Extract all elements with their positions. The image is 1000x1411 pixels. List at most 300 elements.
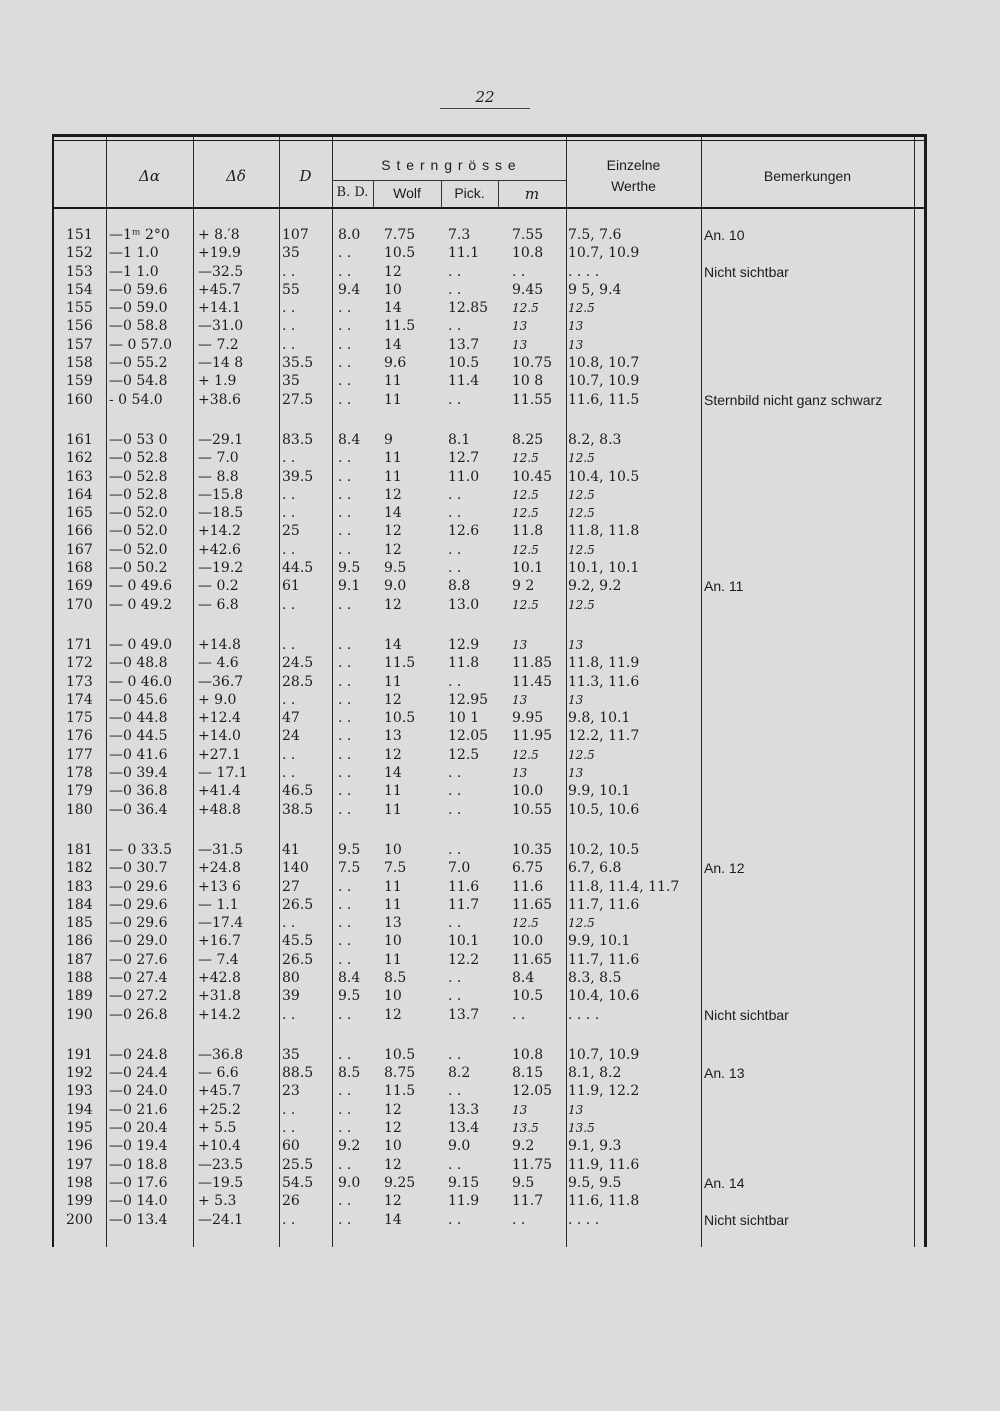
cell-star-number: 162 (66, 450, 93, 467)
cell-mag-pick: 11.0 (448, 468, 480, 485)
cell-star-number: 166 (66, 523, 93, 540)
cell-delta-alpha: —0 29.6 (109, 915, 168, 932)
cell-star-number: 195 (66, 1120, 93, 1137)
cell-einzelne-werthe: . . . . (568, 1006, 600, 1023)
cell-delta-delta: + 5.3 (198, 1193, 237, 1210)
cell-delta-delta: —15.8 (198, 486, 244, 503)
cell-mag-bd: . . (338, 801, 352, 818)
cell-mag-pick: 12.95 (448, 691, 489, 708)
cell-star-number: 156 (66, 318, 93, 335)
table-row (54, 559, 924, 577)
cell-delta-alpha: —1ᵐ 2°0 (109, 227, 170, 243)
cell-delta-delta: +19.9 (198, 245, 241, 262)
cell-mag-bd: . . (338, 355, 352, 372)
cell-star-number: 178 (66, 765, 93, 782)
cell-star-number: 200 (66, 1211, 93, 1228)
cell-star-number: 193 (66, 1083, 93, 1100)
table-row (54, 969, 924, 987)
header-pick: Pick. (454, 185, 485, 201)
cell-bemerkung: An. 13 (704, 1065, 745, 1082)
table-row (54, 263, 924, 281)
cell-einzelne-werthe: 9.9, 10.1 (568, 783, 631, 800)
cell-mag-bd: 8.5 (338, 1065, 361, 1082)
cell-mag-wolf: 10 (384, 841, 402, 858)
cell-einzelne-werthe: 9.1, 9.3 (568, 1138, 622, 1155)
cell-mag-bd: 9.2 (338, 1138, 361, 1155)
cell-delta-delta: —14 8 (198, 355, 244, 372)
cell-star-number: 152 (66, 245, 93, 262)
cell-mag-pick: 11.9 (448, 1193, 480, 1210)
cell-delta-delta: +13 6 (198, 878, 241, 895)
cell-mag-m: 11.75 (512, 1156, 553, 1173)
cell-mag-wolf: 8.75 (384, 1065, 416, 1082)
cell-star-number: 165 (66, 505, 93, 522)
cell-delta-alpha: —0 52.0 (109, 523, 168, 540)
cell-mag-m: 9.95 (512, 710, 544, 727)
cell-mag-m: 12.05 (512, 1083, 553, 1100)
cell-delta-delta: +45.7 (198, 281, 241, 298)
cell-bemerkung: An. 10 (704, 227, 745, 243)
cell-mag-wolf: 10 (384, 988, 402, 1005)
cell-mag-wolf: 12 (384, 746, 402, 763)
cell-delta-alpha: —0 36.4 (109, 801, 168, 818)
cell-delta-delta: —32.5 (198, 263, 244, 280)
table-row (54, 859, 924, 877)
cell-einzelne-werthe: 12.5 (568, 542, 595, 557)
cell-distance-D: 38.5 (282, 801, 314, 818)
cell-star-number: 154 (66, 281, 93, 298)
cell-mag-bd: 9.5 (338, 841, 361, 858)
cell-einzelne-werthe: 9 5, 9.4 (568, 281, 622, 298)
cell-distance-D: 25 (282, 523, 300, 540)
cell-mag-m: 12.5 (512, 506, 539, 521)
cell-einzelne-werthe: 11.8, 11.9 (568, 655, 640, 672)
cell-mag-wolf: 14 (384, 300, 402, 317)
cell-star-number: 164 (66, 486, 93, 503)
cell-mag-m: 7.55 (512, 227, 544, 243)
cell-star-number: 161 (66, 431, 93, 448)
cell-mag-pick: 13.4 (448, 1120, 480, 1137)
cell-mag-wolf: 12 (384, 1101, 402, 1118)
cell-distance-D: . . (282, 336, 296, 353)
cell-bemerkung: An. 14 (704, 1174, 745, 1191)
cell-mag-wolf: 11 (384, 783, 402, 800)
cell-delta-alpha: — 0 49.6 (109, 578, 172, 595)
header-bemerkungen: Bemerkungen (763, 168, 852, 184)
cell-delta-delta: + 1.9 (198, 373, 237, 390)
cell-einzelne-werthe: 13 (568, 319, 584, 334)
cell-mag-pick: . . (448, 1083, 462, 1100)
cell-einzelne-werthe: 11.9, 12.2 (568, 1083, 640, 1100)
cell-delta-delta: +12.4 (198, 710, 241, 727)
table-row (54, 801, 924, 819)
cell-bemerkung: Sternbild nicht ganz schwarz (704, 391, 883, 408)
table-row (54, 486, 924, 504)
cell-distance-D: 55 (282, 281, 300, 298)
cell-star-number: 168 (66, 560, 93, 577)
cell-mag-wolf: 12 (384, 263, 402, 280)
cell-einzelne-werthe: 10.4, 10.6 (568, 988, 640, 1005)
cell-mag-m: 13 (512, 1102, 528, 1117)
cell-delta-alpha: —0 29.6 (109, 878, 168, 895)
cell-mag-wolf: 11 (384, 391, 402, 408)
cell-delta-delta: —19.2 (198, 560, 244, 577)
cell-mag-m: 12.5 (512, 301, 539, 316)
cell-delta-alpha: —1 1.0 (109, 245, 159, 262)
cell-mag-wolf: 12 (384, 596, 402, 613)
cell-delta-delta: —23.5 (198, 1156, 244, 1173)
cell-distance-D: 107 (282, 227, 309, 243)
cell-delta-alpha: —0 24.0 (109, 1083, 168, 1100)
cell-mag-bd: . . (338, 636, 352, 653)
cell-mag-m: 13 (512, 766, 528, 781)
cell-star-number: 179 (66, 783, 93, 800)
cell-mag-pick: 10.5 (448, 355, 480, 372)
cell-delta-delta: —36.7 (198, 673, 244, 690)
table-row (54, 1174, 924, 1192)
table-row (54, 1192, 924, 1210)
cell-mag-bd: 7.5 (338, 860, 361, 877)
cell-delta-alpha: —0 20.4 (109, 1120, 168, 1137)
cell-einzelne-werthe: 9.8, 10.1 (568, 710, 631, 727)
cell-mag-pick: . . (448, 541, 462, 558)
cell-mag-bd: . . (338, 541, 352, 558)
cell-mag-pick: . . (448, 765, 462, 782)
cell-mag-bd: . . (338, 263, 352, 280)
header-rule (54, 207, 924, 209)
cell-distance-D: . . (282, 1101, 296, 1118)
cell-einzelne-werthe: 12.5 (568, 506, 595, 521)
cell-mag-bd: . . (338, 691, 352, 708)
cell-delta-delta: +38.6 (198, 391, 241, 408)
cell-mag-bd: . . (338, 655, 352, 672)
table-row (54, 431, 924, 449)
cell-distance-D: 83.5 (282, 431, 314, 448)
cell-einzelne-werthe: . . . . (568, 263, 600, 280)
cell-mag-bd: . . (338, 765, 352, 782)
cell-delta-alpha: —0 52.8 (109, 468, 168, 485)
cell-mag-m: 8.15 (512, 1065, 544, 1082)
cell-mag-pick: . . (448, 391, 462, 408)
cell-mag-pick: . . (448, 1156, 462, 1173)
header-m: m (524, 185, 540, 203)
cell-star-number: 177 (66, 746, 93, 763)
cell-mag-m: 11.55 (512, 391, 553, 408)
table-row (54, 1082, 924, 1100)
cell-delta-alpha: —0 52.8 (109, 450, 168, 467)
cell-delta-alpha: —0 17.6 (109, 1174, 168, 1191)
cell-mag-pick: . . (448, 673, 462, 690)
page-number: 22 (440, 88, 530, 109)
cell-distance-D: 27 (282, 878, 300, 895)
cell-delta-alpha: —0 27.2 (109, 988, 168, 1005)
cell-einzelne-werthe: 8.3, 8.5 (568, 969, 622, 986)
table-row (54, 468, 924, 486)
cell-distance-D: . . (282, 505, 296, 522)
cell-star-number: 173 (66, 673, 93, 690)
table-row (54, 841, 924, 859)
cell-delta-alpha: —1 1.0 (109, 263, 159, 280)
cell-mag-bd: . . (338, 336, 352, 353)
cell-mag-pick: 8.1 (448, 431, 471, 448)
cell-distance-D: 80 (282, 969, 300, 986)
cell-mag-bd: . . (338, 728, 352, 745)
cell-mag-m: . . (512, 263, 526, 280)
cell-mag-m: . . (512, 1211, 526, 1228)
cell-mag-m: 12.5 (512, 487, 539, 502)
cell-star-number: 197 (66, 1156, 93, 1173)
cell-delta-alpha: —0 59.0 (109, 300, 168, 317)
cell-mag-pick: . . (448, 486, 462, 503)
table-row (54, 449, 924, 467)
cell-mag-pick: 10.1 (448, 933, 480, 950)
cell-einzelne-werthe: 10.7, 10.9 (568, 373, 640, 390)
cell-distance-D: . . (282, 746, 296, 763)
cell-delta-alpha: —0 13.4 (109, 1211, 168, 1228)
header-subrule (332, 180, 566, 181)
cell-mag-m: 13 (512, 319, 528, 334)
table-row (54, 1137, 924, 1155)
cell-star-number: 187 (66, 951, 93, 968)
cell-star-number: 153 (66, 263, 93, 280)
cell-mag-wolf: 14 (384, 336, 402, 353)
cell-mag-m: 10.8 (512, 1046, 544, 1063)
cell-star-number: 194 (66, 1101, 93, 1118)
cell-delta-alpha: —0 14.0 (109, 1193, 168, 1210)
cell-delta-delta: — 7.2 (198, 336, 239, 353)
cell-delta-alpha: —0 52.8 (109, 486, 168, 503)
cell-mag-pick: 12.5 (448, 746, 480, 763)
cell-mag-bd: 8.0 (338, 227, 361, 243)
cell-star-number: 190 (66, 1006, 93, 1023)
cell-mag-m: 12.5 (512, 916, 539, 931)
cell-mag-pick: . . (448, 783, 462, 800)
cell-mag-bd: . . (338, 1120, 352, 1137)
cell-mag-pick: . . (448, 841, 462, 858)
cell-star-number: 188 (66, 969, 93, 986)
cell-einzelne-werthe: 10.2, 10.5 (568, 841, 640, 858)
table-row (54, 691, 924, 709)
cell-mag-m: 13.5 (512, 1121, 539, 1136)
table-row (54, 746, 924, 764)
table-row (54, 244, 924, 262)
cell-mag-pick: 7.0 (448, 860, 471, 877)
cell-mag-wolf: 12 (384, 1120, 402, 1137)
cell-mag-m: 10.5 (512, 988, 544, 1005)
cell-delta-alpha: — 0 49.2 (109, 596, 172, 613)
cell-star-number: 160 (66, 391, 93, 408)
table-row (54, 932, 924, 950)
cell-delta-delta: — 17.1 (198, 765, 248, 782)
cell-delta-delta: +24.8 (198, 860, 241, 877)
cell-einzelne-werthe: 13 (568, 766, 584, 781)
cell-delta-alpha: —0 36.8 (109, 783, 168, 800)
cell-mag-bd: . . (338, 468, 352, 485)
cell-mag-pick: . . (448, 1211, 462, 1228)
cell-star-number: 186 (66, 933, 93, 950)
cell-delta-delta: — 6.6 (198, 1065, 239, 1082)
cell-star-number: 199 (66, 1193, 93, 1210)
cell-distance-D: 46.5 (282, 783, 314, 800)
cell-mag-pick: 9.0 (448, 1138, 471, 1155)
cell-delta-alpha: —0 55.2 (109, 355, 168, 372)
cell-einzelne-werthe: 6.7, 6.8 (568, 860, 622, 877)
cell-mag-wolf: 9.0 (384, 578, 407, 595)
cell-mag-bd: . . (338, 710, 352, 727)
cell-mag-bd: . . (338, 951, 352, 968)
cell-mag-pick: . . (448, 263, 462, 280)
cell-mag-m: 10.75 (512, 355, 553, 372)
cell-star-number: 169 (66, 578, 93, 595)
cell-star-number: 184 (66, 896, 93, 913)
cell-einzelne-werthe: 11.6, 11.8 (568, 1193, 640, 1210)
cell-distance-D: . . (282, 541, 296, 558)
cell-mag-wolf: 14 (384, 765, 402, 782)
cell-distance-D: . . (282, 596, 296, 613)
cell-delta-alpha: —0 19.4 (109, 1138, 168, 1155)
cell-star-number: 183 (66, 878, 93, 895)
cell-mag-wolf: 12 (384, 1006, 402, 1023)
cell-mag-pick: 11.7 (448, 896, 480, 913)
table-row (54, 878, 924, 896)
cell-mag-m: 9.5 (512, 1174, 535, 1191)
cell-mag-wolf: 11 (384, 896, 402, 913)
cell-distance-D: 60 (282, 1138, 300, 1155)
cell-delta-alpha: —0 54.8 (109, 373, 168, 390)
cell-mag-pick: 13.0 (448, 596, 480, 613)
cell-mag-bd: . . (338, 1006, 352, 1023)
cell-distance-D: . . (282, 915, 296, 932)
cell-mag-pick: 11.4 (448, 373, 480, 390)
cell-einzelne-werthe: 12.5 (568, 916, 595, 931)
table-row (54, 636, 924, 654)
cell-mag-pick: 10 1 (448, 710, 480, 727)
cell-distance-D: 25.5 (282, 1156, 314, 1173)
cell-mag-m: 11.6 (512, 878, 544, 895)
cell-mag-pick: 12.6 (448, 523, 480, 540)
cell-mag-pick: 11.1 (448, 245, 480, 262)
cell-delta-delta: + 5.5 (198, 1120, 237, 1137)
cell-mag-bd: . . (338, 373, 352, 390)
cell-star-number: 174 (66, 691, 93, 708)
cell-delta-delta: +27.1 (198, 746, 241, 763)
cell-delta-delta: —18.5 (198, 505, 244, 522)
cell-mag-bd: . . (338, 505, 352, 522)
cell-mag-m: 10.0 (512, 783, 544, 800)
cell-einzelne-werthe: 10.4, 10.5 (568, 468, 640, 485)
cell-delta-alpha: —0 39.4 (109, 765, 168, 782)
cell-delta-delta: +14.0 (198, 728, 241, 745)
cell-delta-alpha: — 0 46.0 (109, 673, 172, 690)
cell-star-number: 198 (66, 1174, 93, 1191)
cell-einzelne-werthe: . . . . (568, 1211, 600, 1228)
cell-delta-delta: + 8.′8 (198, 227, 240, 243)
cell-mag-pick: 12.05 (448, 728, 489, 745)
cell-mag-pick: 13.7 (448, 336, 480, 353)
cell-delta-delta: +25.2 (198, 1101, 241, 1118)
cell-distance-D: 47 (282, 710, 300, 727)
cell-star-number: 196 (66, 1138, 93, 1155)
cell-mag-bd: . . (338, 878, 352, 895)
cell-mag-m: 11.65 (512, 951, 553, 968)
cell-delta-delta: — 1.1 (198, 896, 239, 913)
cell-mag-bd: 9.5 (338, 988, 361, 1005)
cell-delta-alpha: —0 50.2 (109, 560, 168, 577)
cell-mag-m: . . (512, 1006, 526, 1023)
table-row (54, 372, 924, 390)
cell-distance-D: 61 (282, 578, 300, 595)
cell-distance-D: . . (282, 691, 296, 708)
table-row (54, 596, 924, 614)
cell-einzelne-werthe: 13 (568, 337, 584, 352)
cell-distance-D: 39.5 (282, 468, 314, 485)
cell-delta-delta: —17.4 (198, 915, 244, 932)
cell-star-number: 171 (66, 636, 93, 653)
cell-delta-delta: — 0.2 (198, 578, 239, 595)
cell-mag-wolf: 11 (384, 468, 402, 485)
cell-mag-bd: . . (338, 746, 352, 763)
cell-delta-alpha: —0 27.6 (109, 951, 168, 968)
cell-einzelne-werthe: 8.1, 8.2 (568, 1065, 622, 1082)
cell-delta-delta: — 7.0 (198, 450, 239, 467)
cell-mag-bd: . . (338, 523, 352, 540)
cell-mag-pick: 13.3 (448, 1101, 480, 1118)
cell-mag-m: 12.5 (512, 451, 539, 466)
header-delta-alpha: Δα (139, 167, 160, 185)
table-row (54, 1101, 924, 1119)
cell-distance-D: . . (282, 765, 296, 782)
cell-mag-wolf: 14 (384, 636, 402, 653)
cell-mag-pick: 8.8 (448, 578, 471, 595)
cell-delta-alpha: —0 24.8 (109, 1046, 168, 1063)
cell-delta-delta: + 9.0 (198, 691, 237, 708)
cell-mag-wolf: 10.5 (384, 1046, 416, 1063)
cell-delta-delta: +14.2 (198, 1006, 241, 1023)
cell-distance-D: . . (282, 300, 296, 317)
cell-einzelne-werthe: 12.5 (568, 301, 595, 316)
cell-delta-alpha: — 0 57.0 (109, 336, 172, 353)
cell-mag-wolf: 13 (384, 915, 402, 932)
cell-distance-D: 24.5 (282, 655, 314, 672)
cell-mag-wolf: 12 (384, 1193, 402, 1210)
table-row (54, 896, 924, 914)
cell-delta-alpha: - 0 54.0 (109, 391, 163, 408)
cell-delta-alpha: —0 29.6 (109, 896, 168, 913)
cell-delta-alpha: —0 48.8 (109, 655, 168, 672)
cell-mag-bd: . . (338, 1156, 352, 1173)
cell-star-number: 163 (66, 468, 93, 485)
cell-star-number: 185 (66, 915, 93, 932)
header-delta-delta: Δδ (226, 167, 246, 185)
table-row (54, 914, 924, 932)
cell-mag-wolf: 7.5 (384, 860, 407, 877)
cell-star-number: 181 (66, 841, 93, 858)
cell-mag-wolf: 11 (384, 450, 402, 467)
cell-einzelne-werthe: 12.5 (568, 451, 595, 466)
cell-mag-bd: . . (338, 300, 352, 317)
cell-delta-delta: +42.8 (198, 969, 241, 986)
cell-mag-m: 8.4 (512, 969, 535, 986)
table-row (54, 1119, 924, 1137)
table-row (54, 226, 924, 244)
cell-mag-bd: . . (338, 1083, 352, 1100)
cell-distance-D: 39 (282, 988, 300, 1005)
cell-distance-D: 35.5 (282, 355, 314, 372)
cell-bemerkung: An. 12 (704, 860, 745, 877)
cell-mag-wolf: 11 (384, 801, 402, 818)
cell-distance-D: 28.5 (282, 673, 314, 690)
cell-delta-delta: +16.7 (198, 933, 241, 950)
